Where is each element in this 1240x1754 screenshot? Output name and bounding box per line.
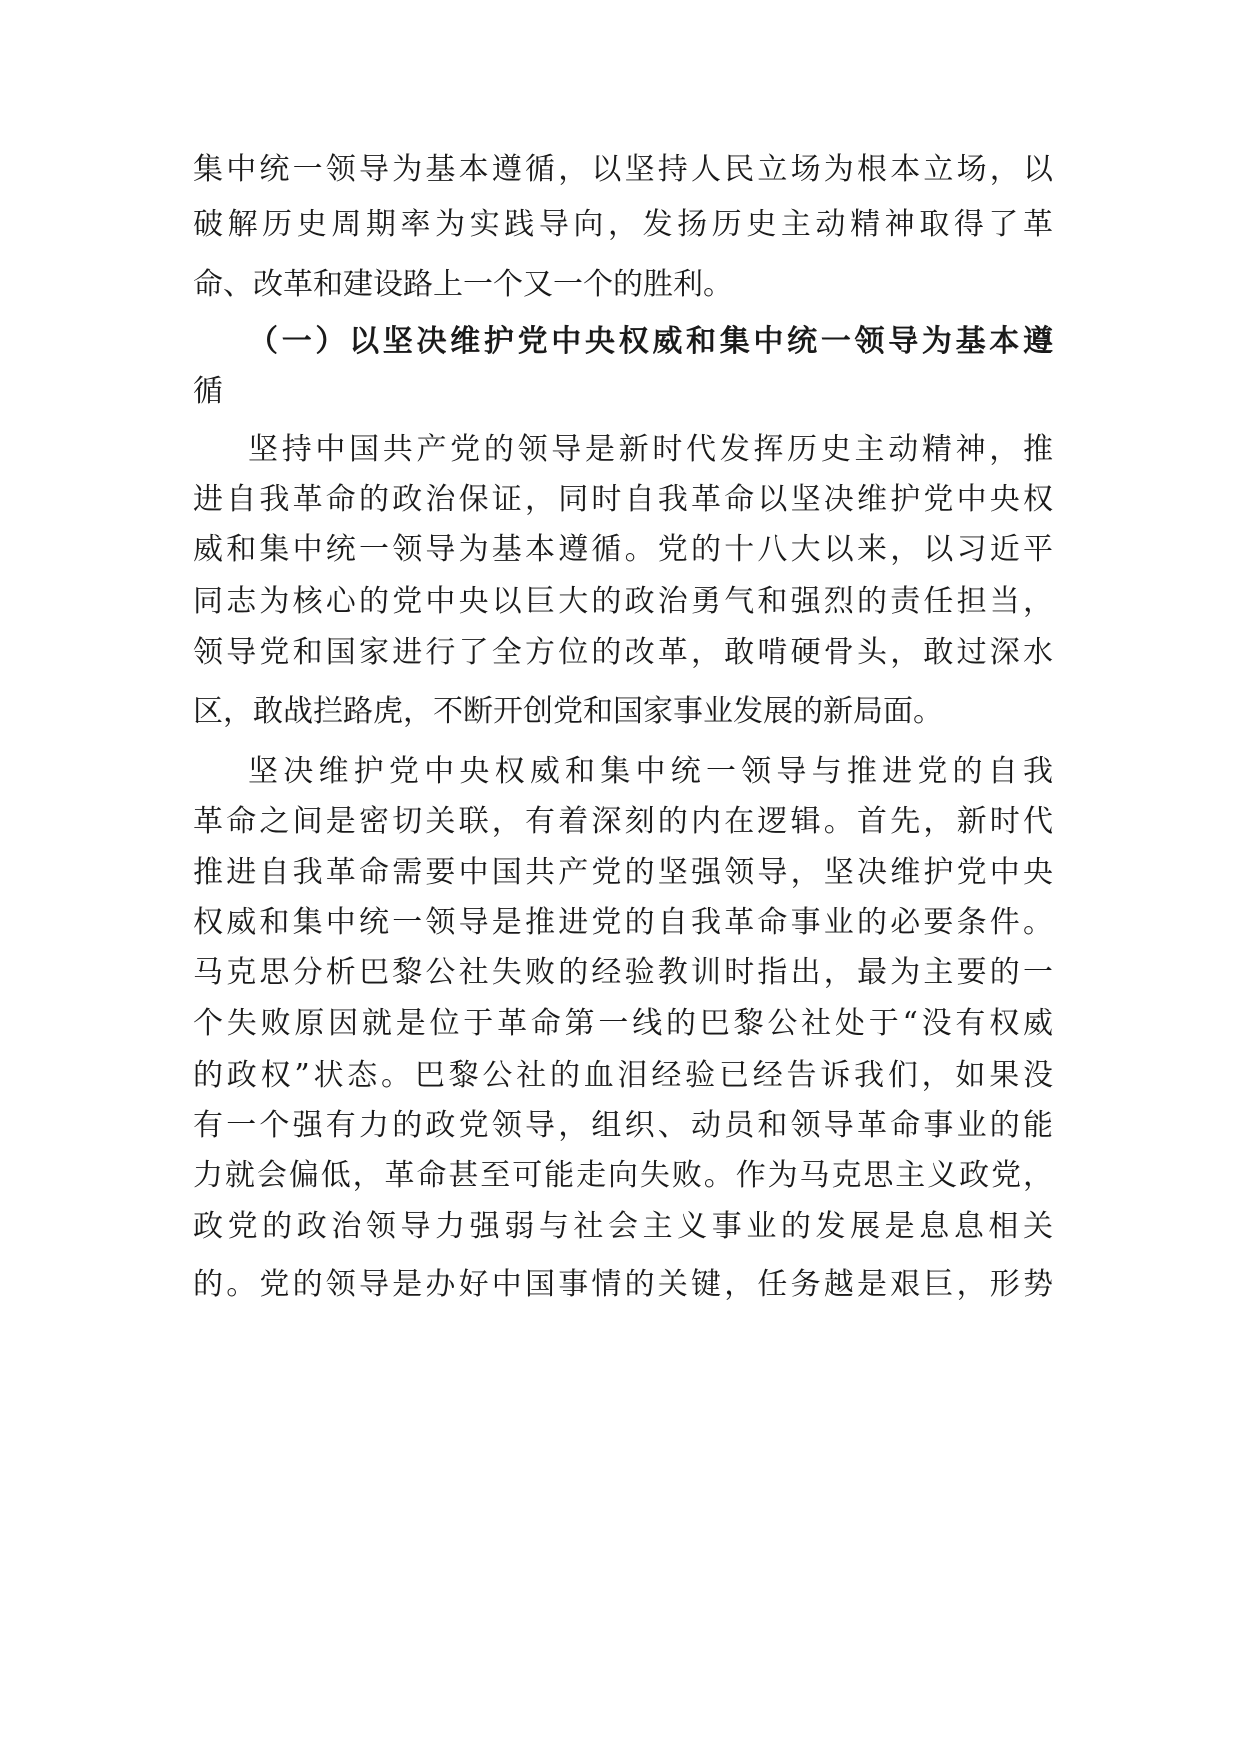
body-line: 马克思分析巴黎公社失败的经验教训时指出，最为主要的一 [193, 955, 1053, 990]
section-heading-line: 循 [193, 374, 223, 409]
body-line: 同志为核心的党中央以巨大的政治勇气和强烈的责任担当， [193, 584, 1053, 619]
body-line: 力就会偏低，革命甚至可能走向失败。作为马克思主义政党， [193, 1158, 1053, 1193]
section-heading-line: （一）以坚决维护党中央权威和集中统一领导为基本遵 [248, 324, 1053, 359]
body-line: 命、改革和建设路上一个又一个的胜利。 [193, 267, 733, 302]
paragraph-first-line: 坚决维护党中央权威和集中统一领导与推进党的自我 [248, 754, 1053, 789]
body-line: 集中统一领导为基本遵循，以坚持人民立场为根本立场，以 [193, 152, 1053, 187]
body-line: 政党的政治领导力强弱与社会主义事业的发展是息息相关 [193, 1209, 1053, 1244]
body-line: 推进自我革命需要中国共产党的坚强领导，坚决维护党中央 [193, 855, 1053, 890]
body-line: 的。党的领导是办好中国事情的关键，任务越是艰巨，形势 [193, 1267, 1053, 1302]
body-line: 权威和集中统一领导是推进党的自我革命事业的必要条件。 [193, 905, 1053, 940]
body-line: 革命之间是密切关联，有着深刻的内在逻辑。首先，新时代 [193, 804, 1053, 839]
body-line: 区，敢战拦路虎，不断开创党和国家事业发展的新局面。 [193, 694, 943, 729]
body-line: 威和集中统一领导为基本遵循。党的十八大以来，以习近平 [193, 532, 1053, 567]
body-line: 个失败原因就是位于革命第一线的巴黎公社处于“没有权威 [193, 1006, 1053, 1041]
body-line: 进自我革命的政治保证，同时自我革命以坚决维护党中央权 [193, 482, 1053, 517]
body-line: 的政权”状态。巴黎公社的血泪经验已经告诉我们，如果没 [193, 1058, 1053, 1093]
body-line: 破解历史周期率为实践导向，发扬历史主动精神取得了革 [193, 207, 1053, 242]
body-line: 有一个强有力的政党领导，组织、动员和领导革命事业的能 [193, 1108, 1053, 1143]
body-line: 领导党和国家进行了全方位的改革，敢啃硬骨头，敢过深水 [193, 635, 1053, 670]
paragraph-first-line: 坚持中国共产党的领导是新时代发挥历史主动精神，推 [248, 432, 1053, 467]
